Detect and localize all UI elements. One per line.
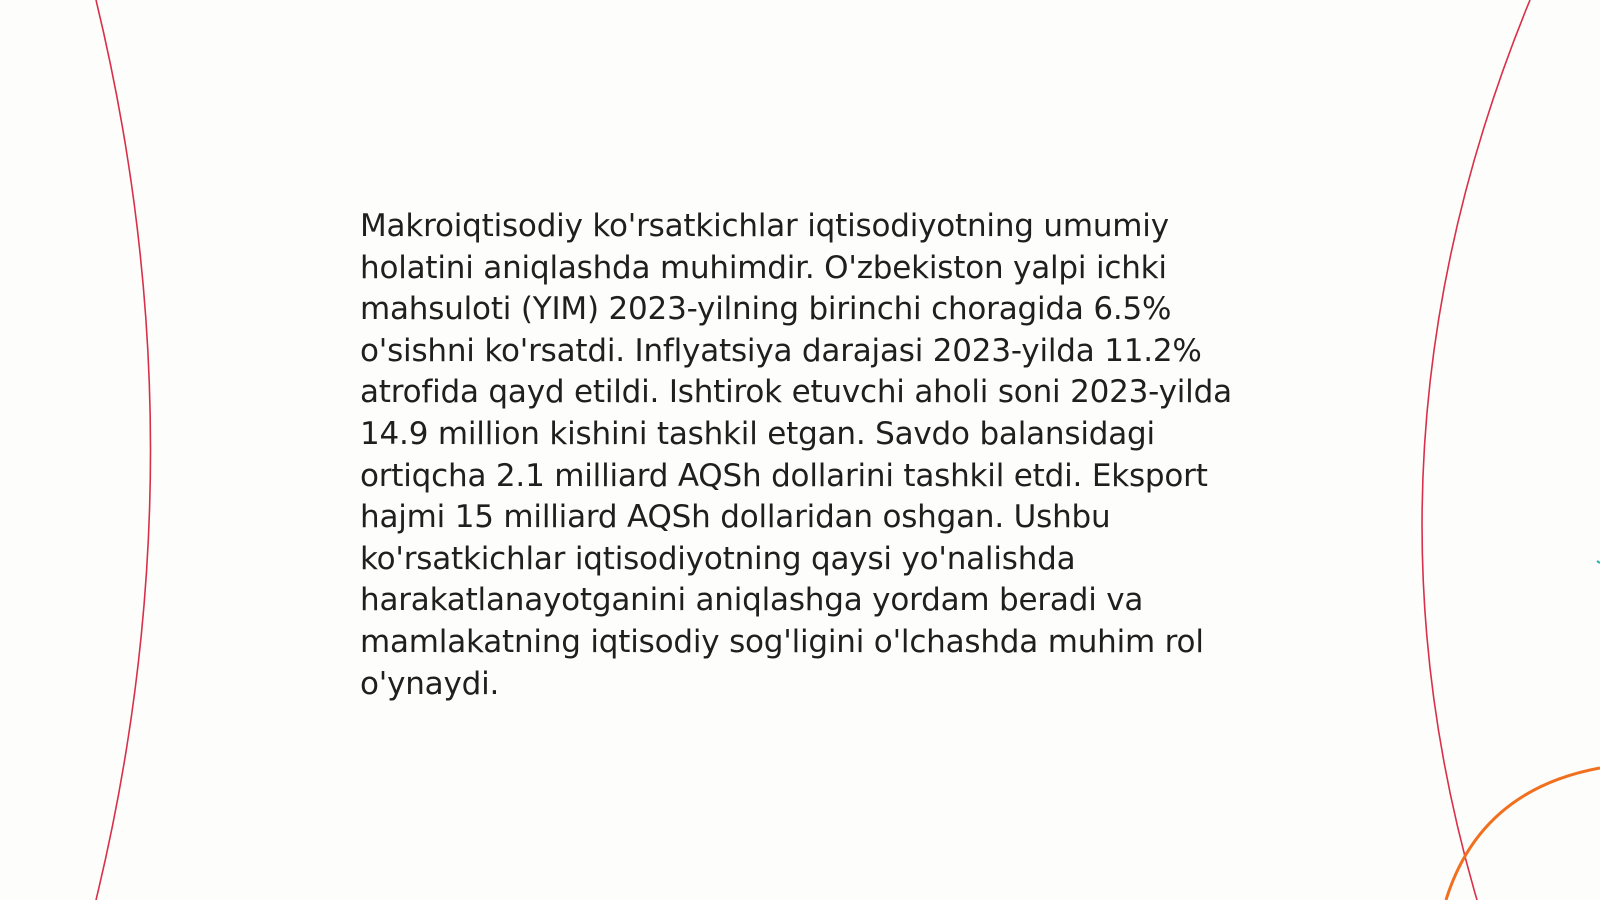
orange-arc: [1446, 768, 1600, 900]
slide-body-paragraph: Makroiqtisodiy ko'rsatkichlar iqtisodiyotning umumiy holatini aniqlashda muhimdir. O'zbekiston yalpi ichki mahsuloti (YIM) 2023-yilning birinchi choragida 6.5% o'sishni ko'rsatdi. Inflyatsiya darajasi 2023-yilda 11.2% atrofida qayd etildi. Ishtirok etuvchi aholi soni 2023-yilda 14.9 million kishini tashkil etgan. Savdo balansidagi ortiqcha 2.1 milliard AQSh dollarini tashkil etdi. Eksport hajmi 15 milliard AQSh dollaridan oshgan. Ushbu ko'rsatkichlar iqtisodiyotning qaysi yo'nalishda harakatlanayotganini aniqlashga yordam beradi va mamlakatning iqtisodiy sog'ligini o'lchashda muhim rol o'ynaydi.: [360, 208, 1232, 702]
right-curve-line: [1422, 0, 1530, 900]
left-curve-line: [96, 0, 151, 900]
